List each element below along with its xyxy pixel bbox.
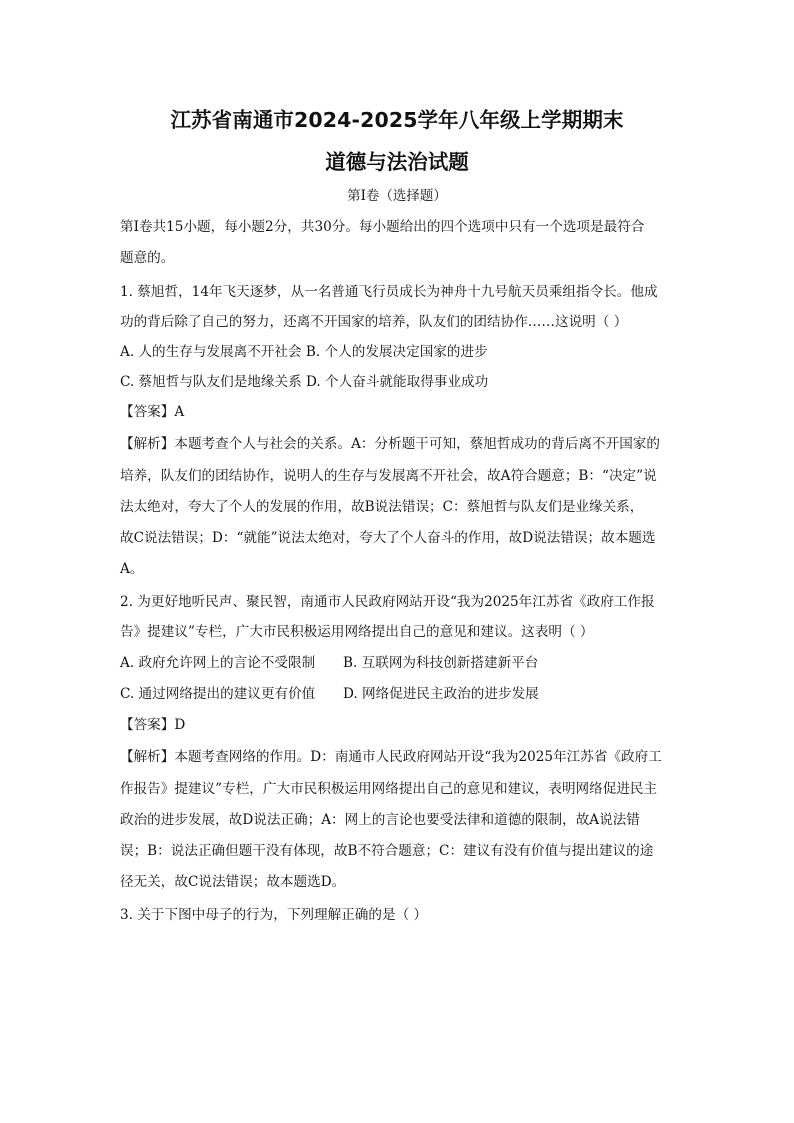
question-1-stem: 1. 蔡旭哲，14年飞天逐梦，从一名普通飞行员成长为神舟十九号航天员乘组指令长。他成 <box>120 284 658 300</box>
question-2-option-b: B. 互联网为科技创新搭建新平台 <box>343 655 539 671</box>
question-2-option-d: D. 网络促进民主政治的进步发展 <box>343 686 539 702</box>
section-heading: 第I卷（选择题） <box>347 188 447 204</box>
question-2-analysis: 政治的进步发展，故D说法正确；A：网上的言论也要受法律和道德的限制，故A说法错 <box>120 812 640 828</box>
document-subtitle: 道德与法治试题 <box>325 150 469 174</box>
question-1-analysis: A。 <box>120 561 144 577</box>
question-3-stem: 3. 关于下图中母子的行为，下列理解正确的是（ ） <box>120 907 428 923</box>
question-1-answer: 【答案】A <box>120 404 185 420</box>
question-2-stem: 告》提建议”专栏，广大市民积极运用网络提出自己的意见和建议。这表明（ ） <box>120 624 594 640</box>
question-1-analysis: 培养，队友们的团结协作，说明人的生存与发展离不开社会，故A符合题意；B：“决定”说 <box>120 468 657 484</box>
question-2-analysis: 误；B：说法正确但题干没有体现，故B不符合题意；C：建议有没有价值与提出建议的途 <box>120 843 654 859</box>
question-1-stem: 功的背后除了自己的努力，还离不开国家的培养，队友们的团结协作……这说明（ ） <box>120 314 628 330</box>
question-1-analysis: 法太绝对，夸大了个人的发展的作用，故B说法错误；C：蔡旭哲与队友们是业缘关系， <box>120 499 644 515</box>
instructions-line: 第I卷共15小题，每小题2分，共30分。每小题给出的四个选项中只有一个选项是最符合 <box>120 219 645 235</box>
question-2-option-c: C. 通过网络提出的建议更有价值 <box>120 686 316 702</box>
question-2-option-a: A. 政府允许网上的言论不受限制 <box>120 655 316 671</box>
question-2-answer: 【答案】D <box>120 717 186 733</box>
question-1-analysis: 故C说法错误；D：“就能”说法太绝对，夸大了个人奋斗的作用，故D说法错误；故本题选 <box>120 530 656 546</box>
question-2-analysis: 【解析】本题考查网络的作用。D：南通市人民政府网站开设“我为2025年江苏省《政府工 <box>120 749 662 765</box>
question-2-stem: 2. 为更好地听民声、聚民智，南通市人民政府网站开设“我为2025年江苏省《政府工作报 <box>120 594 655 610</box>
question-1-options: A. 人的生存与发展离不开社会 B. 个人的发展决定国家的进步 <box>120 344 488 360</box>
question-1-options: C. 蔡旭哲与队友们是地缘关系 D. 个人奋斗就能取得事业成功 <box>120 374 489 390</box>
question-1-analysis: 【解析】本题考查个人与社会的关系。A：分析题干可知，蔡旭哲成功的背后离不开国家的 <box>120 436 660 452</box>
instructions-line: 题意的。 <box>120 250 175 266</box>
question-2-analysis: 径无关，故C说法错误；故本题选D。 <box>120 874 346 890</box>
document-title: 江苏省南通市2024-2025学年八年级上学期期末 <box>170 108 624 132</box>
question-2-analysis: 作报告》提建议”专栏，广大市民积极运用网络提出自己的意见和建议，表明网络促进民主 <box>120 781 658 797</box>
